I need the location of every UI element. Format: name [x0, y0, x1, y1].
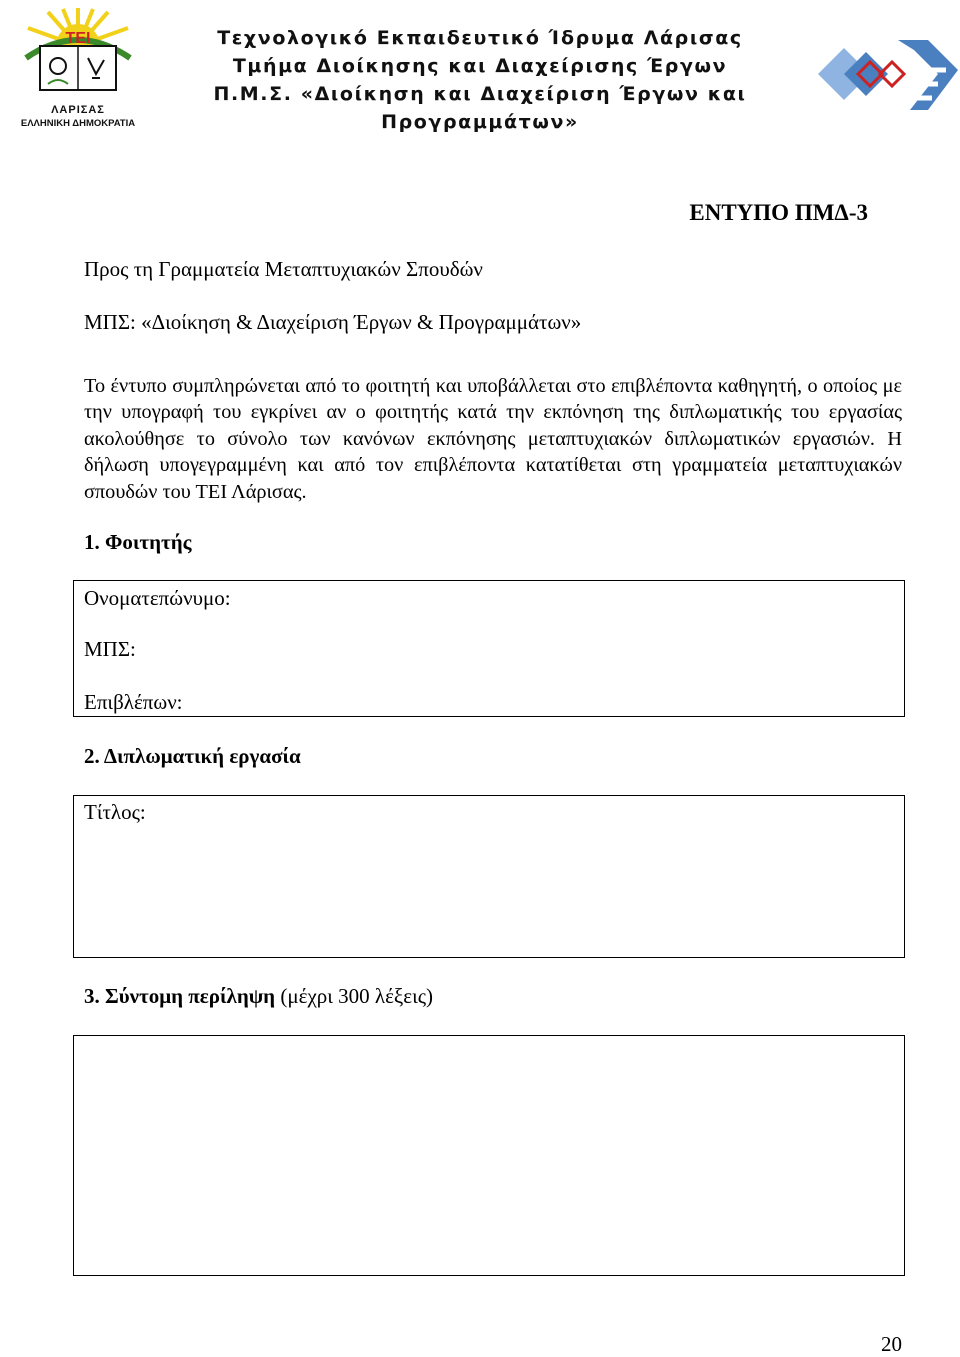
logo-abbr: ΤΕΙ: [65, 30, 91, 47]
program-name: ΜΠΣ: «Διοίκηση & Διαχείριση Έργων & Προγραμμάτων»: [84, 310, 582, 334]
thesis-title-box[interactable]: [73, 795, 905, 958]
addressee: Προς τη Γραμματεία Μεταπτυχιακών Σπουδών: [84, 257, 483, 281]
logo-country: ΕΛΛΗΝΙΚΗ ΔΗΜΟΚΡΑΤΙΑ: [20, 118, 136, 129]
header-title-line: Τμήμα Διοίκησης και Διαχείρισης Έργων: [232, 55, 728, 77]
intro-paragraph: Το έντυπο συμπληρώνεται από το φοιτητή και υποβάλλεται στο επιβλέποντα καθηγητή, ο οποίος με την υπογραφή του εγκρίνει αν ο φοιτητής κατά την εκπόνηση της διπλωματικής του εργασίας ακολούθησε το σύνολο των κανόνων εκπόνησης μεταπτυχιακών διπλωματικών εργασιών. Η δήλωση υπογεγραμμένη και από τον επιβλέποντα κατατίθεται στη γραμματεία μεταπτυχιακών σπουδών του ΤΕΙ Λάρισας.: [84, 375, 902, 503]
summary-box[interactable]: [73, 1035, 905, 1276]
summary-heading-text: 3. Σύντομη περίληψη: [84, 984, 276, 1008]
project-management-logo-icon: [818, 30, 958, 120]
fullname-field-label: Ονοματεπώνυμο:: [84, 586, 231, 610]
summary-word-limit: (μέχρι 300 λέξεις): [280, 984, 434, 1008]
form-code: ΕΝΤΥΠΟ ΠΜΔ-3: [689, 200, 868, 225]
header-title-line: Τεχνολογικό Εκπαιδευτικό Ίδρυμα Λάρισας: [217, 27, 743, 49]
supervisor-field-label: Επιβλέπων:: [84, 690, 183, 714]
header-title-line: Π.Μ.Σ. «Διοίκηση και Διαχείριση Έργων και: [213, 83, 747, 105]
tei-emblem-icon: [18, 6, 138, 104]
header-title: [190, 24, 770, 136]
logo-city: ΛΑΡΙΣΑΣ: [51, 104, 105, 116]
section-student-heading: 1. Φοιτητής: [84, 530, 192, 554]
page-number: 20: [881, 1332, 902, 1356]
section-summary-heading: [84, 984, 433, 1009]
title-field-label: Τίτλος:: [84, 800, 146, 824]
tei-larissa-logo: [18, 6, 138, 134]
header-title-line: Προγραμμάτων»: [381, 111, 579, 133]
section-thesis-heading: 2. Διπλωματική εργασία: [84, 744, 301, 768]
program-field-label: ΜΠΣ:: [84, 637, 136, 661]
